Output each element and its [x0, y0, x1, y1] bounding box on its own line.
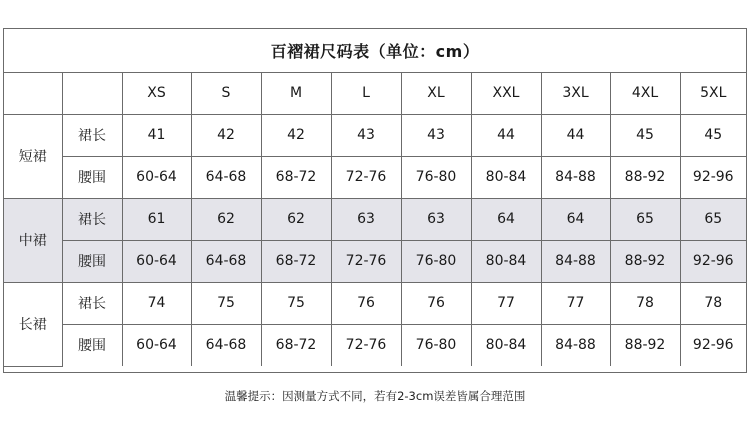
measurement-value-cell: 43 — [331, 114, 401, 156]
measurement-value-cell: 44 — [471, 114, 541, 156]
measurement-value-cell: 76 — [401, 282, 471, 324]
measurement-label: 裙长 — [62, 282, 122, 324]
size-header-row — [4, 72, 746, 114]
measurement-value-cell: 64-68 — [191, 156, 261, 198]
header-blank-cell — [4, 72, 62, 114]
skirt-type-label: 长裙 — [4, 282, 62, 366]
size-data-row — [4, 114, 746, 156]
measurement-value-cell: 92-96 — [680, 240, 746, 282]
measurement-value-cell: 80-84 — [471, 156, 541, 198]
measurement-value-cell: 84-88 — [541, 324, 610, 366]
measurement-value-cell: 84-88 — [541, 156, 610, 198]
measurement-value-cell: 44 — [541, 114, 610, 156]
measurement-value-cell: 78 — [610, 282, 680, 324]
measurement-label: 裙长 — [62, 198, 122, 240]
measurement-value-cell: 45 — [680, 114, 746, 156]
measurement-value-cell: 77 — [541, 282, 610, 324]
size-header-cell: S — [191, 72, 261, 114]
measurement-value-cell: 76-80 — [401, 240, 471, 282]
measurement-value-cell: 42 — [191, 114, 261, 156]
measurement-value-cell: 64 — [471, 198, 541, 240]
skirt-type-label: 短裙 — [4, 114, 62, 198]
measurement-value-cell: 43 — [401, 114, 471, 156]
measurement-value-cell: 68-72 — [261, 240, 331, 282]
measurement-value-cell: 76 — [331, 282, 401, 324]
size-chart-frame — [3, 28, 747, 373]
size-header-cell: 3XL — [541, 72, 610, 114]
size-header-cell: XL — [401, 72, 471, 114]
measurement-value-cell: 64-68 — [191, 324, 261, 366]
measurement-value-cell: 41 — [122, 114, 191, 156]
measurement-value-cell: 75 — [191, 282, 261, 324]
measurement-value-cell: 62 — [191, 198, 261, 240]
measurement-value-cell: 72-76 — [331, 240, 401, 282]
size-chart-table — [4, 72, 746, 367]
measurement-value-cell: 60-64 — [122, 156, 191, 198]
measurement-value-cell: 88-92 — [610, 156, 680, 198]
size-data-row — [4, 240, 746, 282]
measurement-value-cell: 63 — [331, 198, 401, 240]
measurement-value-cell: 68-72 — [261, 324, 331, 366]
size-header-cell: M — [261, 72, 331, 114]
size-chart-title: 百褶裙尺码表（单位：cm） — [4, 29, 746, 73]
measurement-value-cell: 92-96 — [680, 156, 746, 198]
measurement-value-cell: 64 — [541, 198, 610, 240]
measurement-value-cell: 77 — [471, 282, 541, 324]
measurement-label: 腰围 — [62, 324, 122, 366]
measurement-value-cell: 72-76 — [331, 324, 401, 366]
measurement-value-cell: 84-88 — [541, 240, 610, 282]
size-header-cell: 4XL — [610, 72, 680, 114]
measurement-label: 腰围 — [62, 240, 122, 282]
size-data-row — [4, 198, 746, 240]
measurement-label: 裙长 — [62, 114, 122, 156]
measurement-note: 温馨提示：因测量方式不同，若有2-3cm误差皆属合理范围 — [224, 389, 526, 403]
size-header-cell: L — [331, 72, 401, 114]
measurement-value-cell: 61 — [122, 198, 191, 240]
measurement-value-cell: 62 — [261, 198, 331, 240]
measurement-value-cell: 64-68 — [191, 240, 261, 282]
measurement-value-cell: 72-76 — [331, 156, 401, 198]
measurement-value-cell: 60-64 — [122, 324, 191, 366]
skirt-type-label: 中裙 — [4, 198, 62, 282]
size-header-cell: XS — [122, 72, 191, 114]
measurement-value-cell: 65 — [610, 198, 680, 240]
measurement-value-cell: 88-92 — [610, 240, 680, 282]
measurement-value-cell: 65 — [680, 198, 746, 240]
measurement-value-cell: 76-80 — [401, 324, 471, 366]
measurement-value-cell: 74 — [122, 282, 191, 324]
measurement-label: 腰围 — [62, 156, 122, 198]
measurement-value-cell: 80-84 — [471, 324, 541, 366]
measurement-value-cell: 75 — [261, 282, 331, 324]
measurement-value-cell: 42 — [261, 114, 331, 156]
measurement-value-cell: 63 — [401, 198, 471, 240]
measurement-value-cell: 60-64 — [122, 240, 191, 282]
measurement-value-cell: 76-80 — [401, 156, 471, 198]
measurement-value-cell: 92-96 — [680, 324, 746, 366]
size-header-cell: 5XL — [680, 72, 746, 114]
size-data-row — [4, 282, 746, 324]
size-data-row — [4, 324, 746, 366]
measurement-value-cell: 78 — [680, 282, 746, 324]
measurement-value-cell: 80-84 — [471, 240, 541, 282]
measurement-value-cell: 88-92 — [610, 324, 680, 366]
size-header-cell: XXL — [471, 72, 541, 114]
header-blank-cell — [62, 72, 122, 114]
measurement-value-cell: 45 — [610, 114, 680, 156]
size-data-row — [4, 156, 746, 198]
measurement-value-cell: 68-72 — [261, 156, 331, 198]
